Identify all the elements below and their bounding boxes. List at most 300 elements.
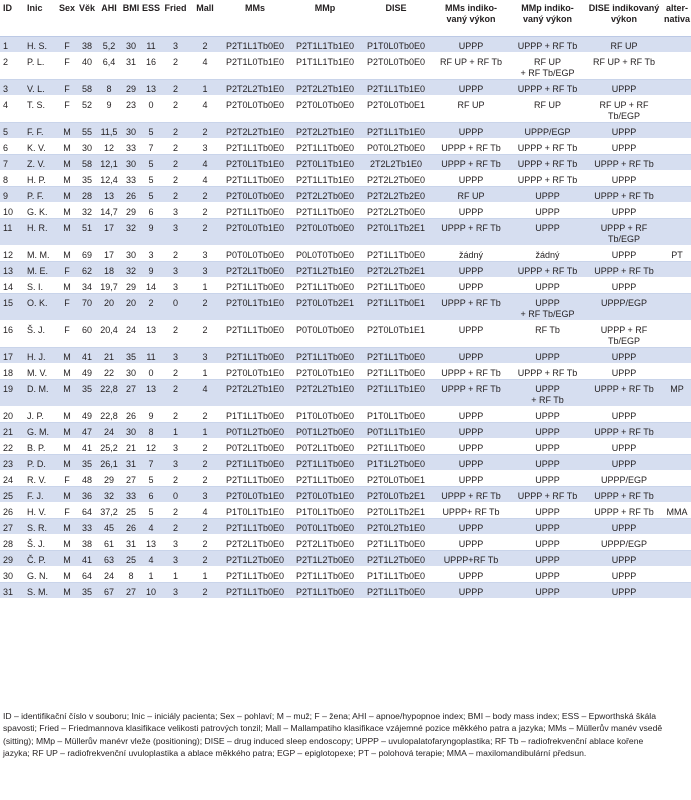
cell-id: 6: [0, 139, 24, 155]
cell-vek: 47: [77, 423, 97, 439]
cell-fried: 2: [161, 364, 190, 380]
cell-id: 3: [0, 80, 24, 96]
cell-dise-vykon: UPPP: [585, 278, 663, 294]
cell-mmp-vykon: UPPP: [510, 535, 585, 551]
cell-fried: 2: [161, 96, 190, 123]
cell-id: 30: [0, 567, 24, 583]
cell-mmp: P2T2L2Tb1E0: [290, 80, 360, 96]
cell-mms: P2T0L0Tb1E0: [220, 219, 290, 246]
cell-inic: M. M.: [24, 246, 57, 262]
cell-dise: P2T1L2Tb0E0: [360, 551, 432, 567]
cell-dise: P2T1L1Tb0E0: [360, 583, 432, 599]
cell-sex: M: [57, 171, 77, 187]
cell-id: 24: [0, 471, 24, 487]
cell-mmp-vykon: UPPP + RF Tb: [510, 380, 585, 407]
cell-alternativa: [663, 364, 691, 380]
cell-vek: 49: [77, 364, 97, 380]
cell-vek: 35: [77, 583, 97, 599]
header-mmp-vykon: MMp indiko- vaný výkon: [510, 0, 585, 37]
cell-mmp-vykon: UPPP: [510, 583, 585, 599]
cell-sex: M: [57, 139, 77, 155]
cell-mall: 1: [190, 364, 220, 380]
cell-mmp: P1T0L0Tb0E0: [290, 407, 360, 423]
cell-ess: 0: [141, 364, 161, 380]
cell-inic: G. N.: [24, 567, 57, 583]
cell-vek: 38: [77, 37, 97, 53]
cell-mms: P2T1L1Tb0E0: [220, 203, 290, 219]
cell-alternativa: [663, 407, 691, 423]
cell-ahi: 29: [97, 471, 121, 487]
cell-mmp: P2T1L1Tb1E0: [290, 37, 360, 53]
cell-inic: V. L.: [24, 80, 57, 96]
cell-mmp: P2T0L0Tb0E0: [290, 96, 360, 123]
cell-vek: 41: [77, 348, 97, 364]
cell-mall: 2: [190, 294, 220, 321]
cell-mmp: P2T2L1Tb0E0: [290, 535, 360, 551]
cell-vek: 58: [77, 155, 97, 171]
cell-alternativa: [663, 455, 691, 471]
header-dise: DISE: [360, 0, 432, 37]
cell-sex: F: [57, 294, 77, 321]
cell-mms: P2T0L0Tb1E0: [220, 364, 290, 380]
cell-dise-vykon: UPPP: [585, 364, 663, 380]
cell-sex: F: [57, 321, 77, 348]
cell-bmi: 30: [121, 37, 141, 53]
cell-fried: 2: [161, 155, 190, 171]
cell-id: 18: [0, 364, 24, 380]
header-ess: ESS: [141, 0, 161, 37]
cell-ahi: 8: [97, 80, 121, 96]
cell-mmp-vykon: UPPP + RF Tb: [510, 262, 585, 278]
cell-fried: 2: [161, 246, 190, 262]
cell-mms-vykon: UPPP: [432, 262, 510, 278]
cell-mall: 2: [190, 203, 220, 219]
cell-dise: P2T0L0Tb2E1: [360, 487, 432, 503]
cell-inic: B. P.: [24, 439, 57, 455]
cell-id: 22: [0, 439, 24, 455]
cell-bmi: 33: [121, 171, 141, 187]
cell-inic: G. M.: [24, 423, 57, 439]
cell-alternativa: [663, 262, 691, 278]
cell-ahi: 24: [97, 567, 121, 583]
cell-mmp: P2T1L1Tb0E0: [290, 471, 360, 487]
cell-id: 28: [0, 535, 24, 551]
cell-alternativa: [663, 439, 691, 455]
table-row: [0, 321, 691, 348]
table-row: [0, 439, 691, 455]
cell-mms-vykon: RF UP: [432, 96, 510, 123]
table-row: [0, 380, 691, 407]
cell-mall: 2: [190, 519, 220, 535]
cell-mms: P2T0L0Tb1E0: [220, 487, 290, 503]
cell-mms: P2T1L1Tb0E0: [220, 567, 290, 583]
table-row: [0, 519, 691, 535]
cell-dise-vykon: UPPP: [585, 407, 663, 423]
cell-alternativa: [663, 423, 691, 439]
cell-dise: P2T0L0Tb0E1: [360, 471, 432, 487]
cell-sex: M: [57, 187, 77, 203]
cell-mms-vykon: UPPP + RF Tb: [432, 155, 510, 171]
cell-mms: P2T1L1Tb0E0: [220, 321, 290, 348]
cell-id: 23: [0, 455, 24, 471]
cell-alternativa: [663, 123, 691, 139]
cell-mmp: P0T0L0Tb0E0: [290, 321, 360, 348]
cell-mmp-vykon: UPPP: [510, 219, 585, 246]
cell-dise-vykon: UPPP + RF Tb: [585, 380, 663, 407]
cell-mall: 2: [190, 551, 220, 567]
cell-mmp-vykon: UPPP + RF Tb: [510, 487, 585, 503]
cell-id: 25: [0, 487, 24, 503]
cell-mmp: P2T1L2Tb1E0: [290, 262, 360, 278]
cell-mall: 2: [190, 123, 220, 139]
cell-bmi: 8: [121, 567, 141, 583]
header-dise-vykon: DISE indikovaný výkon: [585, 0, 663, 37]
cell-ahi: 37,2: [97, 503, 121, 519]
cell-ess: 6: [141, 487, 161, 503]
cell-id: 19: [0, 380, 24, 407]
cell-ahi: 5,2: [97, 37, 121, 53]
cell-ahi: 22,8: [97, 407, 121, 423]
cell-mmp: P2T1L1Tb0E0: [290, 567, 360, 583]
cell-bmi: 31: [121, 53, 141, 80]
cell-mms-vykon: UPPP: [432, 80, 510, 96]
cell-inic: M. V.: [24, 364, 57, 380]
cell-mms: P2T2L2Tb1E0: [220, 80, 290, 96]
cell-mms: P2T0L1Tb1E0: [220, 294, 290, 321]
cell-mmp-vykon: UPPP: [510, 567, 585, 583]
cell-dise: P2T1L1Tb0E0: [360, 348, 432, 364]
cell-mall: 1: [190, 278, 220, 294]
cell-fried: 2: [161, 519, 190, 535]
cell-ess: 7: [141, 139, 161, 155]
cell-mmp-vykon: UPPP: [510, 471, 585, 487]
cell-dise-vykon: UPPP: [585, 139, 663, 155]
cell-id: 21: [0, 423, 24, 439]
cell-id: 29: [0, 551, 24, 567]
cell-ahi: 20,4: [97, 321, 121, 348]
cell-mmp-vykon: UPPP: [510, 503, 585, 519]
cell-fried: 2: [161, 321, 190, 348]
table-row: [0, 455, 691, 471]
cell-mms-vykon: UPPP: [432, 321, 510, 348]
cell-fried: 3: [161, 551, 190, 567]
cell-mall: 3: [190, 139, 220, 155]
table-row: [0, 96, 691, 123]
cell-ahi: 22,8: [97, 380, 121, 407]
header-alternativa: alter- nativa: [663, 0, 691, 37]
cell-sex: M: [57, 246, 77, 262]
cell-id: 5: [0, 123, 24, 139]
cell-sex: F: [57, 37, 77, 53]
table-row: [0, 423, 691, 439]
header-mms-vykon: MMs indiko- vaný výkon: [432, 0, 510, 37]
cell-sex: F: [57, 53, 77, 80]
cell-mms: P2T1L2Tb0E0: [220, 551, 290, 567]
cell-dise: P2T1L1Tb1E0: [360, 380, 432, 407]
cell-sex: M: [57, 123, 77, 139]
header-sex: Sex: [57, 0, 77, 37]
cell-dise-vykon: UPPP: [585, 203, 663, 219]
cell-ahi: 6,4: [97, 53, 121, 80]
table-row: [0, 171, 691, 187]
cell-mms-vykon: RF UP: [432, 187, 510, 203]
cell-sex: M: [57, 519, 77, 535]
cell-ahi: 9: [97, 96, 121, 123]
cell-dise-vykon: UPPP + RF Tb: [585, 423, 663, 439]
cell-alternativa: [663, 203, 691, 219]
cell-ahi: 19,7: [97, 278, 121, 294]
cell-mmp-vykon: UPPP: [510, 278, 585, 294]
cell-id: 31: [0, 583, 24, 599]
table-row: [0, 155, 691, 171]
cell-fried: 1: [161, 567, 190, 583]
cell-id: 14: [0, 278, 24, 294]
header-inic: Inic: [24, 0, 57, 37]
cell-fried: 1: [161, 423, 190, 439]
cell-inic: H. S.: [24, 37, 57, 53]
cell-fried: 2: [161, 503, 190, 519]
cell-sex: M: [57, 155, 77, 171]
cell-ahi: 26,1: [97, 455, 121, 471]
cell-mmp-vykon: UPPP: [510, 407, 585, 423]
cell-bmi: 29: [121, 80, 141, 96]
cell-mmp-vykon: UPPP: [510, 439, 585, 455]
cell-inic: J. P.: [24, 407, 57, 423]
cell-ahi: 14,7: [97, 203, 121, 219]
cell-mmp: P2T0L0Tb1E0: [290, 364, 360, 380]
cell-mms: P0T1L2Tb0E0: [220, 423, 290, 439]
cell-bmi: 26: [121, 519, 141, 535]
cell-bmi: 20: [121, 294, 141, 321]
cell-dise: P2T1L1Tb0E0: [360, 364, 432, 380]
cell-alternativa: [663, 471, 691, 487]
cell-dise: P2T1L1Tb1E0: [360, 123, 432, 139]
cell-sex: F: [57, 96, 77, 123]
cell-dise-vykon: UPPP: [585, 80, 663, 96]
cell-alternativa: [663, 321, 691, 348]
cell-ess: 13: [141, 535, 161, 551]
cell-dise: P0T1L1Tb1E0: [360, 423, 432, 439]
cell-bmi: 29: [121, 278, 141, 294]
cell-mms: P2T1L1Tb0E0: [220, 139, 290, 155]
cell-mms-vykon: UPPP: [432, 535, 510, 551]
cell-mmp-vykon: UPPP: [510, 348, 585, 364]
table-row: [0, 364, 691, 380]
cell-fried: 2: [161, 123, 190, 139]
table-row: [0, 278, 691, 294]
cell-mms: P2T1L0Tb1E0: [220, 53, 290, 80]
header-fried: Fried: [161, 0, 190, 37]
cell-ess: 12: [141, 439, 161, 455]
cell-inic: H. J.: [24, 348, 57, 364]
cell-mms: P0T0L0Tb0E0: [220, 246, 290, 262]
table-row: [0, 80, 691, 96]
cell-dise-vykon: UPPP + RF Tb: [585, 155, 663, 171]
cell-ess: 1: [141, 567, 161, 583]
cell-inic: K. V.: [24, 139, 57, 155]
cell-bmi: 27: [121, 380, 141, 407]
cell-mall: 3: [190, 246, 220, 262]
cell-ess: 10: [141, 583, 161, 599]
cell-sex: M: [57, 439, 77, 455]
cell-mms: P2T1L1Tb0E0: [220, 171, 290, 187]
cell-inic: F. J.: [24, 487, 57, 503]
cell-inic: S. M.: [24, 583, 57, 599]
header-mmp: MMp: [290, 0, 360, 37]
cell-fried: 2: [161, 380, 190, 407]
cell-inic: Š. J.: [24, 535, 57, 551]
cell-dise: P2T1L1Tb0E1: [360, 294, 432, 321]
cell-dise-vykon: UPPP: [585, 171, 663, 187]
cell-ahi: 22: [97, 364, 121, 380]
cell-ahi: 32: [97, 487, 121, 503]
cell-mms-vykon: UPPP: [432, 278, 510, 294]
cell-mmp: P2T1L1Tb0E0: [290, 583, 360, 599]
cell-ess: 16: [141, 53, 161, 80]
cell-inic: T. S.: [24, 96, 57, 123]
cell-inic: D. M.: [24, 380, 57, 407]
cell-id: 2: [0, 53, 24, 80]
cell-ess: 6: [141, 203, 161, 219]
cell-mall: 4: [190, 155, 220, 171]
cell-ess: 11: [141, 348, 161, 364]
cell-dise-vykon: UPPP + RF Tb/EGP: [585, 219, 663, 246]
cell-vek: 69: [77, 246, 97, 262]
cell-dise-vykon: UPPP + RF Tb/EGP: [585, 321, 663, 348]
cell-mms-vykon: UPPP: [432, 583, 510, 599]
cell-mmp-vykon: UPPP + RF Tb/EGP: [510, 294, 585, 321]
cell-vek: 38: [77, 535, 97, 551]
cell-dise-vykon: RF UP + RF Tb: [585, 53, 663, 80]
cell-bmi: 32: [121, 262, 141, 278]
cell-mms: P2T1L1Tb0E0: [220, 583, 290, 599]
cell-vek: 40: [77, 53, 97, 80]
cell-inic: S. I.: [24, 278, 57, 294]
cell-sex: M: [57, 487, 77, 503]
cell-fried: 3: [161, 37, 190, 53]
cell-vek: 49: [77, 407, 97, 423]
table-row: [0, 348, 691, 364]
cell-mms: P2T0L1Tb1E0: [220, 155, 290, 171]
cell-ahi: 61: [97, 535, 121, 551]
cell-bmi: 25: [121, 551, 141, 567]
cell-mms-vykon: UPPP + RF Tb: [432, 380, 510, 407]
cell-dise-vykon: UPPP + RF Tb: [585, 262, 663, 278]
cell-fried: 2: [161, 471, 190, 487]
cell-mms-vykon: UPPP: [432, 203, 510, 219]
table-row: [0, 37, 691, 53]
cell-mms: P2T1L1Tb0E0: [220, 348, 290, 364]
cell-mmp-vykon: UPPP + RF Tb: [510, 155, 585, 171]
cell-mmp-vykon: UPPP + RF Tb: [510, 364, 585, 380]
cell-dise: P1T1L1Tb0E0: [360, 567, 432, 583]
cell-ess: 9: [141, 219, 161, 246]
cell-vek: 28: [77, 187, 97, 203]
cell-inic: H. R.: [24, 219, 57, 246]
cell-mmp: P0T1L2Tb0E0: [290, 423, 360, 439]
cell-fried: 3: [161, 203, 190, 219]
header-id: ID: [0, 0, 24, 37]
cell-id: 13: [0, 262, 24, 278]
cell-fried: 2: [161, 187, 190, 203]
cell-mms: P2T0L0Tb0E0: [220, 187, 290, 203]
cell-dise: P2T0L1Tb2E1: [360, 219, 432, 246]
cell-ahi: 17: [97, 219, 121, 246]
cell-dise: P2T1L1Tb0E0: [360, 246, 432, 262]
cell-mall: 1: [190, 80, 220, 96]
cell-mms: P1T0L1Tb1E0: [220, 503, 290, 519]
header-row: [0, 0, 691, 37]
cell-fried: 0: [161, 294, 190, 321]
table-row: [0, 487, 691, 503]
cell-mmp-vykon: UPPP: [510, 187, 585, 203]
cell-inic: H. V.: [24, 503, 57, 519]
cell-id: 15: [0, 294, 24, 321]
cell-vek: 41: [77, 439, 97, 455]
cell-mall: 2: [190, 439, 220, 455]
cell-ess: 5: [141, 471, 161, 487]
cell-dise-vykon: UPPP: [585, 348, 663, 364]
cell-bmi: 29: [121, 203, 141, 219]
cell-id: 7: [0, 155, 24, 171]
cell-sex: F: [57, 80, 77, 96]
cell-dise: P0T0L2Tb0E0: [360, 139, 432, 155]
cell-alternativa: [663, 219, 691, 246]
cell-fried: 3: [161, 348, 190, 364]
cell-dise-vykon: UPPP: [585, 551, 663, 567]
cell-mms-vykon: UPPP: [432, 348, 510, 364]
cell-ess: 5: [141, 123, 161, 139]
cell-vek: 51: [77, 219, 97, 246]
cell-mmp-vykon: UPPP: [510, 519, 585, 535]
cell-sex: M: [57, 219, 77, 246]
cell-alternativa: [663, 96, 691, 123]
cell-mms-vykon: žádný: [432, 246, 510, 262]
cell-ahi: 63: [97, 551, 121, 567]
table-row: [0, 219, 691, 246]
cell-mall: 2: [190, 37, 220, 53]
cell-dise-vykon: UPPP: [585, 123, 663, 139]
cell-dise-vykon: UPPP: [585, 519, 663, 535]
table-row: [0, 471, 691, 487]
cell-inic: R. V.: [24, 471, 57, 487]
cell-ahi: 45: [97, 519, 121, 535]
cell-ess: 13: [141, 321, 161, 348]
cell-inic: P. D.: [24, 455, 57, 471]
cell-fried: 2: [161, 171, 190, 187]
cell-mms-vykon: UPPP + RF Tb: [432, 487, 510, 503]
cell-dise-vykon: UPPP: [585, 439, 663, 455]
cell-vek: 33: [77, 519, 97, 535]
cell-mall: 2: [190, 321, 220, 348]
cell-ess: 0: [141, 96, 161, 123]
cell-fried: 2: [161, 407, 190, 423]
cell-bmi: 33: [121, 487, 141, 503]
cell-mall: 1: [190, 423, 220, 439]
cell-mms-vykon: UPPP + RF Tb: [432, 294, 510, 321]
cell-mms: P2T0L0Tb0E0: [220, 96, 290, 123]
cell-ess: 2: [141, 294, 161, 321]
cell-mmp-vykon: UPPP: [510, 455, 585, 471]
cell-id: 10: [0, 203, 24, 219]
cell-ahi: 13: [97, 187, 121, 203]
cell-mms-vykon: UPPP+ RF Tb: [432, 503, 510, 519]
header-mms: MMs: [220, 0, 290, 37]
cell-sex: M: [57, 567, 77, 583]
cell-ahi: 11,5: [97, 123, 121, 139]
cell-dise-vykon: UPPP + RF Tb: [585, 487, 663, 503]
cell-vek: 35: [77, 380, 97, 407]
